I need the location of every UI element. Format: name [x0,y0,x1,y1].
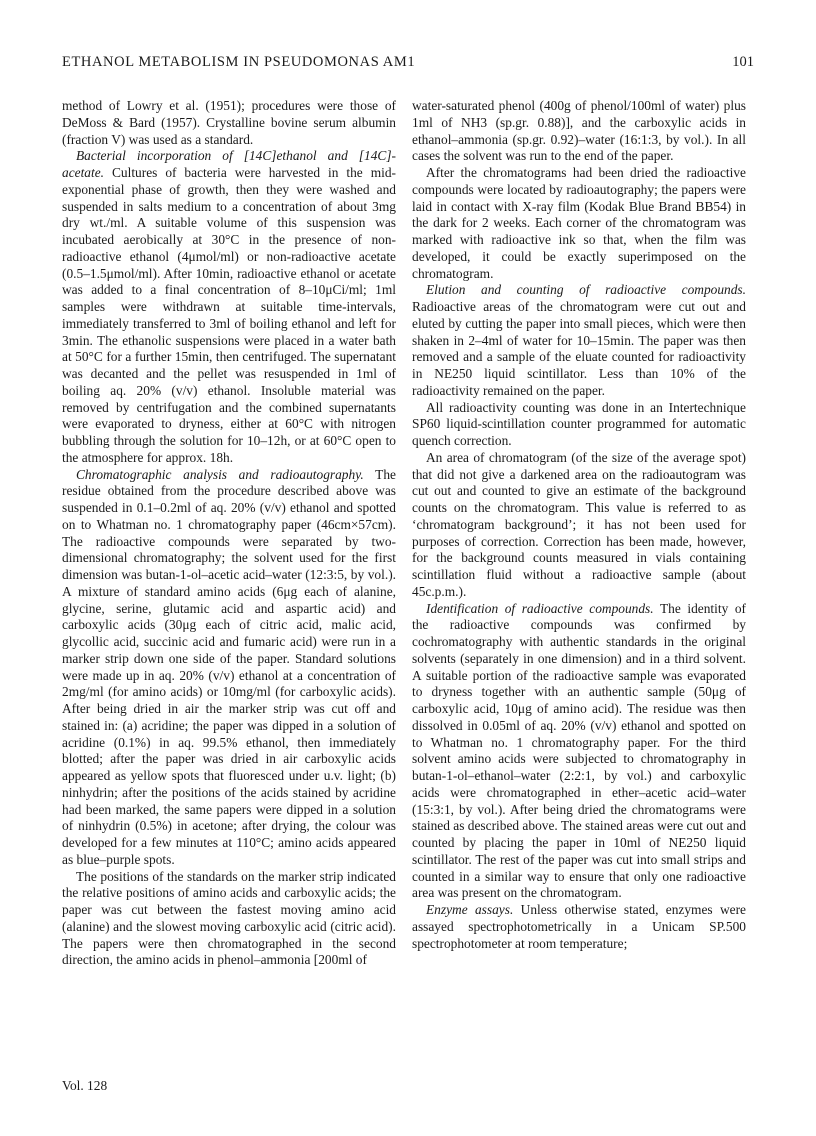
running-header [62,54,754,76]
paragraph: Enzyme assays. Unless otherwise stated, enzymes were assayed spectrophotometrically in a Unicam SP.500 spectrophotometer at room temperature; [412,902,746,951]
paragraph: Chromatographic analysis and radioautography. The residue obtained from the procedure described above was suspended in 0.1–0.2ml of aq. 20% (v/v) ethanol and spotted on to Whatman no. 1 chromatography paper (46cm×57cm). The radioactive compounds were separated by two-dimensional chromatography; the solvent used for the first dimension was butan-1-ol–acetic acid–water (12:3:5, by vol.). A mixture of standard amino acids (6μg each of alanine, glycine, serine, glutamic acid and aspartic acid) and carboxylic acids (30μg each of citric acid, malic acid, glycollic acid, succinic acid and fumaric acid) were run in a marker strip down one side of the paper. Standard solutions were made up in aq. 20% (v/v) ethanol at a concentration of 2mg/ml (for amino acids) or 10mg/ml (for carboxylic acids). After being dried in air the marker strip was cut off and stained in: (a) acridine; the paper was dipped in a solution of acridine (0.1%) in aq. 99.5% ethanol, then immediately blotted; after the paper was dried in air carboxylic acids appeared as yellow spots that fluoresced under u.v. light; (b) ninhydrin; after the positions of the acids stained by acridine had been marked, the same papers were dipped in a solution of ninhydrin (0.5%) in acetone; after drying, the colour was developed for a few minutes at 110°C; amino acids appeared as blue–purple spots. [62,466,396,867]
section-heading: Enzyme assays. [426,902,514,917]
page-number: 101 [732,54,754,70]
paragraph: Elution and counting of radioactive compounds. Radioactive areas of the chromatogram were cut out and eluted by cutting the paper into small pieces, which were then shaken in 2–4ml of water for 10–15min. The paper was then removed and a sample of the eluate counted for radioactivity in NE250 liquid scintillator. Less than 10% of the radioactivity remained on the paper. [412,282,746,398]
paragraph: Bacterial incorporation of [14C]ethanol and [14C]-acetate. Cultures of bacteria were harvested in the mid-exponential phase of growth, then they were washed and suspended in salts medium to a concentration of about 3mg dry wt./ml. A suitable volume of this suspension was incubated aerobically at 30°C in the presence of non-radioactive ethanol (4μmol/ml) or non-radioactive acetate (0.5–1.5μmol/ml). After 10min, radioactive ethanol or acetate was added to a final concentration of 8–10μCi/ml; 1ml samples were withdrawn at suitable time-intervals, immediately transferred to 3ml of boiling ethanol and left for 3min. The ethanolic suspensions were placed in a water bath at 50°C for a further 15min, then centrifuged. The supernatant was decanted and the pellet was resuspended in 1ml of boiling aq. 20% (v/v) ethanol. Insoluble material was removed by centrifugation and the combined supernatants were evaporated to dryness, either at 60°C with nitrogen bubbling through the solution for 10–12h, or at 60°C open to the atmosphere for approx. 18h. [62,148,396,465]
paragraph: method of Lowry et al. (1951); procedures were those of DeMoss & Bard (1957). Crystalline bovine serum albumin (fraction V) was used as a standard. [62,98,396,147]
paragraph: The positions of the standards on the marker strip indicated the relative positions of amino acids and carboxylic acids; the paper was cut between the fastest moving amino acid (alanine) and the slowest moving carboxylic acid (citric acid). The papers were then chromatographed in the second direction, the amino acids in phenol–ammonia [200ml of [62,868,396,968]
left-column [62,98,396,969]
paragraph: All radioactivity counting was done in an Intertechnique SP60 liquid-scintillation counter programmed for automatic quench correction. [412,399,746,448]
section-heading: Elution and counting of radioactive compounds. [426,282,746,298]
running-title: ETHANOL METABOLISM IN PSEUDOMONAS AM1 [62,54,416,70]
section-heading: Bacterial incorporation of [14C]ethanol and [14C]-acetate. [62,148,396,180]
paragraph: After the chromatograms had been dried the radioactive compounds were located by radioautography; the papers were laid in contact with X-ray film (Kodak Blue Brand BB54) in the dark for 2 weeks. Each corner of the chromatogram was marked with radioactive ink so that, when the film was developed, it could be exactly superimposed on the chromatogram. [412,165,746,281]
right-column [412,98,746,952]
paragraph: water-saturated phenol (400g of phenol/100ml of water) plus 1ml of NH3 (sp.gr. 0.88)], and the carboxylic acids in ethanol–ammonia (sp.gr. 0.92)–water (16:1:3, by vol.). In all cases the solvent was run to the end of the paper. [412,98,746,164]
paragraph: An area of chromatogram (of the size of the average spot) that did not give a darkened area on the radioautogram was cut out and counted to give an estimate of the background counts on the chromatogram. This value is referred to as ‘chromatogram background’; it has not been used for purposes of correction. Correction has been made, however, for the background counts measured in vials containing scintillation fluid without a radioactive sample (about 45c.p.m.). [412,449,746,599]
section-heading: Identification of radioactive compounds. [426,600,654,616]
section-heading: Chromatographic analysis and radioautography. [76,466,364,482]
paragraph: Identification of radioactive compounds. The identity of the radioactive compounds was confirmed by cochromatography with authentic standards in the original solvents (separately in one dimension) and in a third solvent. A suitable portion of the radioactive sample was evaporated to dryness together with an authentic sample (50μg of carboxylic acid, 10μg of amino acid). The residue was then dissolved in 0.05ml of aq. 20% (v/v) ethanol and spotted on to Whatman no. 1 chromatography paper. For the third solvent amino acids were subjected to chromatography in butan-1-ol–ethanol–water (2:2:1, by vol.) and carboxylic acids were chromatographed in ether–acetic acid–water (15:3:1, by vol.). After being dried the chromatograms were stained as described above. The stained areas were cut out and counted by placing the paper in 10ml of NE250 liquid scintillator. The rest of the paper was cut into small strips and counted in a similar way to ensure that only one radioactive area was present on the chromatogram. [412,600,747,901]
volume-footer: Vol. 128 [62,1078,108,1093]
